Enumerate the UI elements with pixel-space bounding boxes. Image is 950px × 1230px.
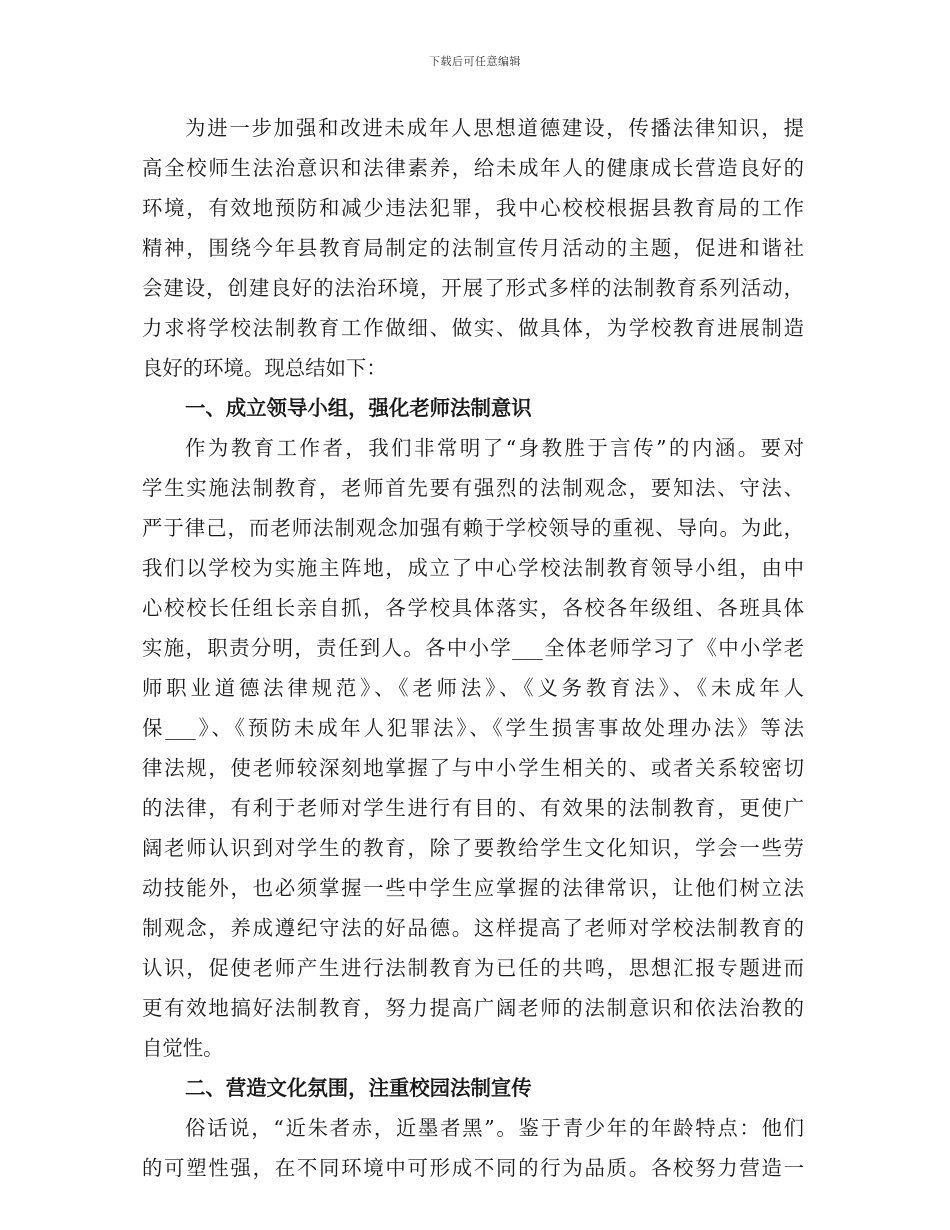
text-line: 会建设，创建良好的法治环境，开展了形式多样的法制教育系列活动，	[142, 276, 804, 300]
text-line: 为进一步加强和改进未成年人思想道德建设，传播法律知识，提	[185, 116, 804, 140]
text-line: 高全校师生法治意识和法律素养，给未成年人的健康成长营造良好的	[142, 156, 804, 180]
document-body	[142, 108, 804, 1188]
text-line: 心校校长任组长亲自抓，各学校具体落实，各校各年级组、各班具体	[142, 596, 804, 620]
text-line: 的法律，有利于老师对学生进行有目的、有效果的法制教育，更使广	[142, 796, 804, 820]
text-line: 保___》、《预防未成年人犯罪法》、《学生损害事故处理办法》等法	[142, 716, 804, 740]
text-line: 更有效地搞好法制教育，努力提高广阔老师的法制意识和依法治教的	[142, 996, 804, 1020]
text-line: 自觉性。	[142, 1036, 224, 1060]
text-line: 动技能外，也必须掌握一些中学生应掌握的法律常识，让他们树立法	[142, 876, 804, 900]
text-line: 阔老师认识到对学生的教育，除了要教给学生文化知识，学会一些劳	[142, 836, 804, 860]
text-line: 良好的环境。现总结如下：	[142, 356, 387, 380]
text-line: 力求将学校法制教育工作做细、做实、做具体，为学校教育进展制造	[142, 316, 804, 340]
text-line: 精神，围绕今年县教育局制定的法制宣传月活动的主题，促进和谐社	[142, 236, 804, 260]
text-line: 的可塑性强，在不同环境中可形成不同的行为品质。各校努力营造一	[142, 1156, 804, 1180]
text-line: 我们以学校为实施主阵地，成立了中心学校法制教育领导小组，由中	[142, 556, 804, 580]
text-line: 作为教育工作者，我们非常明了“身教胜于言传”的内涵。要对	[185, 436, 804, 460]
text-line: 环境，有效地预防和减少违法犯罪，我中心校校根据县教育局的工作	[142, 196, 804, 220]
text-line: 实施，职责分明，责任到人。各中小学___全体老师学习了《中小学老	[142, 636, 804, 660]
text-line: 师职业道德法律规范》、《老师法》、《义务教育法》、《未成年人	[142, 676, 804, 700]
text-line: 学生实施法制教育，老师首先要有强烈的法制观念，要知法、守法、	[142, 476, 804, 500]
text-line: 严于律己，而老师法制观念加强有赖于学校领导的重视、导向。为此，	[142, 516, 804, 540]
section-heading: 一、成立领导小组，强化老师法制意识	[185, 396, 532, 420]
text-line: 认识，促使老师产生进行法制教育为已任的共鸣，思想汇报专题进而	[142, 956, 804, 980]
text-line: 律法规，使老师较深刻地掌握了与中小学生相关的、或者关系较密切	[142, 756, 804, 780]
section-heading: 二、营造文化氛围，注重校园法制宣传	[185, 1076, 532, 1100]
text-line: 俗话说，“近朱者赤，近墨者黑”。鉴于青少年的年龄特点：他们	[185, 1116, 804, 1140]
page-header: 下载后可任意编辑	[429, 55, 521, 68]
text-line: 制观念，养成遵纪守法的好品德。这样提高了老师对学校法制教育的	[142, 916, 804, 940]
